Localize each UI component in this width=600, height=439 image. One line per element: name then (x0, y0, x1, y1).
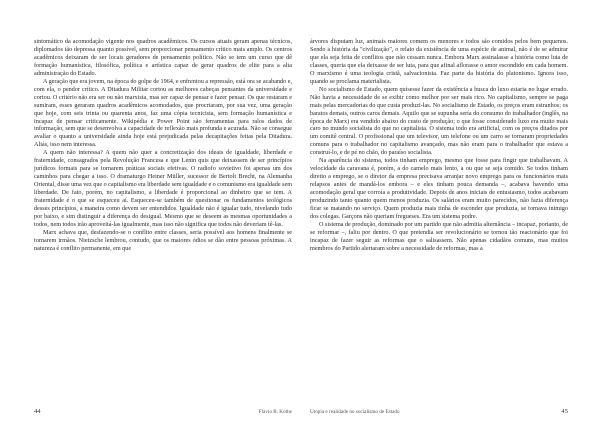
paragraph: A quem não interessa? A quem não quer a concretização dos ideais de igualdade, liberdade e fraternidade, consagrados pela Revolução Francesa e que Lenin quis que deixassem de ser princípios jurídicos formais para se tornarem práticas sociais efetivas. O radiofo sovietivo foi apenas um dos caminhos para chegar a isso. O dramaturgo Heiner Müller, sucessor de Bertolt Brecht, na Alemanha Oriental, disse uma vez que o capitalismo era liberdade sem igualdade e o comunismo era igualdade sem liberdade. De fato, porém, no capitalismo, a liberdade é proporcional ao dinheiro que se tem. A fraternidade é o que se esqueceu aí. Esqueceu-se também de questionar os fundamentos teológicos desses princípios, a maneira como devem ser entendidos. Igualdade não é igualar tudo, nivelando tudo por baixo, e sim distinguir a diferença do desigual. Mesmo que se deseem as mesmas oportunidades a todos, nem todos irão aproveitá-las igualmente, mas isso não significa que todos não deveriam tê-las. (34, 149, 293, 228)
left-page-body (34, 38, 292, 253)
running-head-author: Flavio R. Kothe (258, 408, 292, 415)
right-footer (310, 408, 568, 418)
paragraph: Na aparência do sistema, todos tinham emprego, mesmo que fosse para fingir que trabalhavam. A velocidade da caravana é, porém, a do camelo mais lento, a ou que se seja comido. Se todos tinham direito a emprego, se o diretor da empresa precisava arranjar novo emprego para os funcionários mais relapsos antes de mandá-los embora – e eles tinham pouca demanda –, acabava havendo uma acomodação geral que corroía a produtividade. Depois de anos iniciais de entusiasmo, todos acabavam produzindo tanto quanto quem menos produzia. Os salários eram muito parecidos, não fazia diferença ficar se matando no serviço. Quem produzia mais tinha de esconder que produzia, se tornava inimigo dos colegas. Garçons não queriam fregueses. Era um sistema podre. (310, 157, 568, 220)
paragraph: árvores disputam luz, animais maiores comem os menores e todos são comidos pelos bem pequenos. Sendo a história da "civilização", o relato da existência de uma espécie de animal, não é de se admirar que ela seja feita de conflitos que não cessam nunca. Embora Marx assinalasse a história como luta de classes, queria que ela deixasse de ser luta, para que afinal aflorasse o amor escondido em cada homem. O marxismo é uma teologia cristã, salvacionista. Faz parte da história do platonismo. Ignora isso, quando se proclama materialista. (310, 38, 568, 85)
page-number: 45 (561, 408, 568, 415)
right-page-body (310, 38, 568, 253)
running-head-title: Utopia e realidade no socialismo de Estado (310, 408, 400, 415)
paragraph: sintomático da acomodação vigente nos quadros acadêmicos. Os cursos atuais geram apenas técnicos, diplomados tão depressa quanto possível, sem proporcionar pensamento crítico mais amplo. Os centros acadêmicos deixaram de ser locais geradores de pensamento político. Não se tem um curso que dê formação humanística, filosófica, política e artística capaz de gerar quadros de elite para a alta administração do Estado. (34, 38, 292, 77)
page-number: 44 (34, 408, 41, 415)
paragraph: No socialismo de Estado, quem quisesse fazer da existência a busca do luxo estaria no lugar errado. Não havia a necessidade de se exibir como melhor por ser mais rico. No capitalismo, sempre se paga mais pelas mercadorias do que custa produzi-las. No socialismo de Estado, os preços eram estranhos; os baratos demais, outros caros demais. Aquilo que se supunha sería do consumo do trabalhador (inglês, na época de Marx) era vendido abaixo do custo de produção; o que fosse considerado luxo era muito mais caro no mundo socialista do que no capitalista. O sistema todo era artificial, com os preços ditados por um comitê central. O profissional que um televisor, um telefone ou um carro se tornaram propriedades comuns para o trabalhador no capitalismo avançado, mas não eram para o trabalhador que estava a construí-lo, e de pé no chão, do paraíso socialista. (310, 85, 568, 157)
paragraph: A geração que era jovem, na época do golpe de 1964, e enfrentou a repressão, está ora se acabando e, com ela, o pendor crítico. A Ditadura Militar cortou as melhores cabeças pensantes da universidade e cortou. O critério não era ser ou não marxista, mas ser capaz de pensar e fazer pensar. Os que restaram e sumiram, esses geraram quadros acadêmicos acomodados, que procriaram, por sua vez, uma geração que hoje, com seis trinta ou quarenta anos, faz uma cópia tecnicista, sem formação humanística e incapaz de pensar criticamente. Wikipédia e Power Point são ferramentas para ralos dados de informação, sem que se desenvolva a capacidade de reflexão mais profunda e acurada. Não se consegue avaliar o quanto a universidade ainda hoje está prejudicada pelas decapitações feitas pela Ditadura. Aliás, isso nem interessa. (34, 77, 292, 149)
paragraph: Marx achava que, desfazendo-se o conflito entre classes, seria possível aos homens finalmente se tornarem irmãos. Nietzsche lembrou, contudo, que os maiores ódios se dão entre pessoas próximas. A natureza é conflito permanente, em que (34, 228, 292, 252)
paragraph: O sistema de produção, dominado por um partido que não admitia alternância – incapaz, portanto, de se reformar –, faliu por dentro. O que pretendia ser revolucionário se tornou tão reacionário que foi incapaz de fazer seguir as reformas que o salisassem. Não apenas cidadãos comuns, mas muitos membros do Partido alertaram sobre a necessidade de reformas, mas a (310, 220, 568, 252)
left-footer (34, 408, 292, 418)
